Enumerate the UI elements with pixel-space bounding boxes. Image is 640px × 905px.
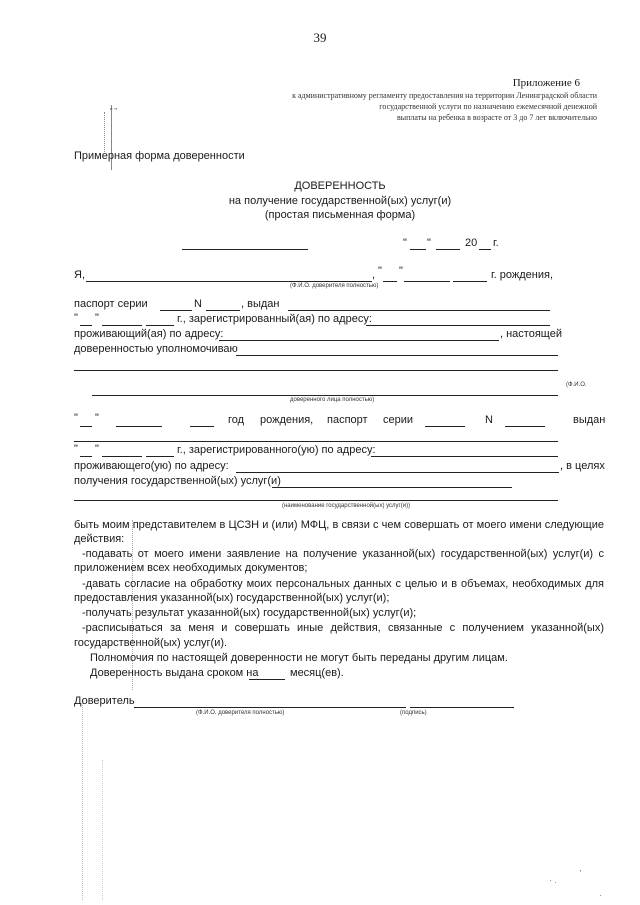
registered-label: г., зарегистрированный(ая) по адресу: (177, 313, 372, 325)
trustee-passport-label: паспорт (327, 414, 368, 426)
document-title: ДОВЕРЕННОСТЬ (294, 180, 386, 192)
trustee-issue-month-field[interactable] (102, 456, 142, 457)
body-line: действия: (74, 533, 125, 545)
signature-label: Доверитель (74, 695, 135, 707)
validity-months-field[interactable] (249, 679, 285, 680)
trustee-issue-quote-close: " (95, 443, 99, 455)
date-quote-close: " (427, 237, 431, 249)
trustee-birth-month-field[interactable] (116, 426, 162, 427)
appendix-line: к административному регламенту предоставления на территории Ленинградской области (292, 91, 597, 100)
principal-signature-field[interactable] (410, 707, 514, 708)
authorize-label: доверенностью уполномочиваю (74, 343, 238, 355)
birth-label: г. рождения, (491, 269, 554, 281)
trustee-year-label: год (228, 414, 245, 426)
issue-day-field[interactable] (80, 325, 92, 326)
trustee-issued-field[interactable] (74, 441, 558, 442)
issue-month-field[interactable] (102, 325, 142, 326)
passport-n-label: N (194, 298, 202, 310)
trustee-issue-year-field[interactable] (146, 456, 174, 457)
signature-fio-hint: (Ф.И.О. доверителя полностью) (196, 710, 285, 716)
scan-artifact-dot (600, 895, 601, 896)
trustee-series-field[interactable] (425, 426, 465, 427)
passport-number-field[interactable] (206, 310, 240, 311)
scan-artifact-mark: " " (110, 108, 117, 115)
trustee-issue-quote-open: " (74, 443, 78, 455)
residing2-label: проживающего(ую) по адресу: (74, 460, 229, 472)
birth-month-field[interactable] (404, 281, 450, 282)
ya-label: Я, (74, 269, 85, 281)
scan-artifact-dot (550, 880, 551, 881)
appendix-line: государственной услуги по назначению ежемесячной денежной (379, 102, 597, 111)
document-subtitle: на получение государственной(ых) услуг(и) (228, 195, 452, 207)
issue-quote-open: " (74, 312, 78, 324)
residing-label: проживающий(ая) по адресу: (74, 328, 224, 340)
document-form-type: (простая письменная форма) (264, 209, 416, 221)
passport-issued-field[interactable] (288, 310, 550, 311)
date-quote-open: " (403, 237, 407, 249)
trustee-birth-label: рождения, (260, 414, 314, 426)
scan-artifact-line (104, 112, 105, 152)
trustee-issued-label: выдан (573, 414, 606, 426)
trustee-number-field[interactable] (505, 426, 545, 427)
date-month-field[interactable] (436, 249, 460, 250)
body-line: приложением всех необходимых документов; (74, 562, 308, 574)
trustee-name-field-3[interactable] (92, 395, 558, 396)
signature-sign-hint: (подпись) (400, 710, 427, 716)
appendix-title: Приложение 6 (512, 77, 580, 89)
registered2-label: г., зарегистрированного(ую) по адресу: (177, 444, 376, 456)
scan-artifact-mark: ' (580, 870, 582, 877)
birth-quote-close: " (399, 265, 403, 277)
body-line: -давать согласие на обработку моих персональных данных с целью и в объемах, необходимых для (82, 578, 604, 590)
form-caption: Примерная форма доверенности (74, 150, 245, 162)
page-number: 39 (313, 30, 327, 45)
trustee-residing-field[interactable] (236, 472, 559, 473)
registered-address-field[interactable] (366, 325, 550, 326)
trustee-series-label: серии (383, 414, 414, 426)
birth-year-field[interactable] (453, 281, 487, 282)
date-century: 20 (465, 237, 478, 249)
validity-months-unit: месяц(ев). (290, 667, 344, 679)
scan-artifact-line (82, 700, 83, 900)
services-hint: (наименование государственной(ых) услуг(и)) (282, 503, 411, 509)
trustee-quote-open: " (74, 412, 78, 424)
trustee-registered-field[interactable] (371, 456, 558, 457)
services-field[interactable] (272, 487, 512, 488)
comma: , (372, 269, 376, 281)
trustee-name-field[interactable] (236, 355, 558, 356)
scan-artifact-line (102, 760, 103, 900)
scan-artifact-line (132, 520, 133, 690)
body-line: -подавать от моего имени заявление на получение указанной(ых) государственной(ых) услуг(и) с (82, 548, 604, 560)
trustee-n-label: N (485, 414, 493, 426)
place-field[interactable] (182, 249, 308, 250)
date-year-field[interactable] (479, 249, 491, 250)
body-line: быть моим представителем в ЦСЗН и (или) МФЦ, в связи с чем совершать от моего имени следующие (74, 519, 604, 531)
body-line: государственной(ых) услуг(и). (74, 637, 228, 649)
trustee-birth-year-field[interactable] (190, 426, 214, 427)
appendix-line: выплаты на ребенка в возрасте от 3 до 7 лет включительно (396, 113, 597, 122)
trustee-birth-day-field[interactable] (80, 426, 92, 427)
trustee-quote-close: " (95, 412, 99, 424)
issue-year-field[interactable] (146, 325, 174, 326)
birth-day-field[interactable] (383, 281, 397, 282)
body-line: предоставления указанной(ых) государственной(ых) услуг(и); (74, 592, 390, 604)
birth-quote-open: " (378, 265, 382, 277)
body-line: -получать результат указанной(ых) государственной(ых) услуг(и); (82, 607, 417, 619)
principal-signature-fio-field[interactable] (134, 707, 406, 708)
scan-artifact-dot (555, 882, 556, 883)
body-line: -расписываться за меня и совершать иные действия, связанные с получением указанной(ых) (82, 622, 604, 634)
present-label: , настоящей (500, 328, 562, 340)
receive-services-label: получения государственной(ых) услуг(и) (74, 475, 281, 487)
passport-series-field[interactable] (160, 310, 192, 311)
residing-address-field[interactable] (219, 340, 499, 341)
passport-issued-label: , выдан (241, 298, 280, 310)
trustee-issue-day-field[interactable] (80, 456, 92, 457)
principal-fio-field[interactable] (86, 281, 372, 282)
issue-quote-close: " (95, 312, 99, 324)
date-day-field[interactable] (410, 249, 426, 250)
passport-series-label: паспорт серии (74, 298, 148, 310)
body-line: Полномочия по настоящей доверенности не могут быть переданы другим лицам. (90, 652, 508, 664)
services-field-2[interactable] (74, 500, 558, 501)
fio-short-hint: (Ф.И.О. (566, 382, 587, 388)
principal-fio-hint: (Ф.И.О. доверителя полностью) (290, 283, 379, 289)
date-year-suffix: г. (493, 237, 499, 249)
validity-label: Доверенность выдана сроком на (90, 667, 259, 679)
trustee-name-field-2[interactable] (74, 370, 558, 371)
trustee-fio-hint: доверенного лица полностью) (290, 397, 375, 403)
in-purposes-label: , в целях (560, 460, 605, 472)
